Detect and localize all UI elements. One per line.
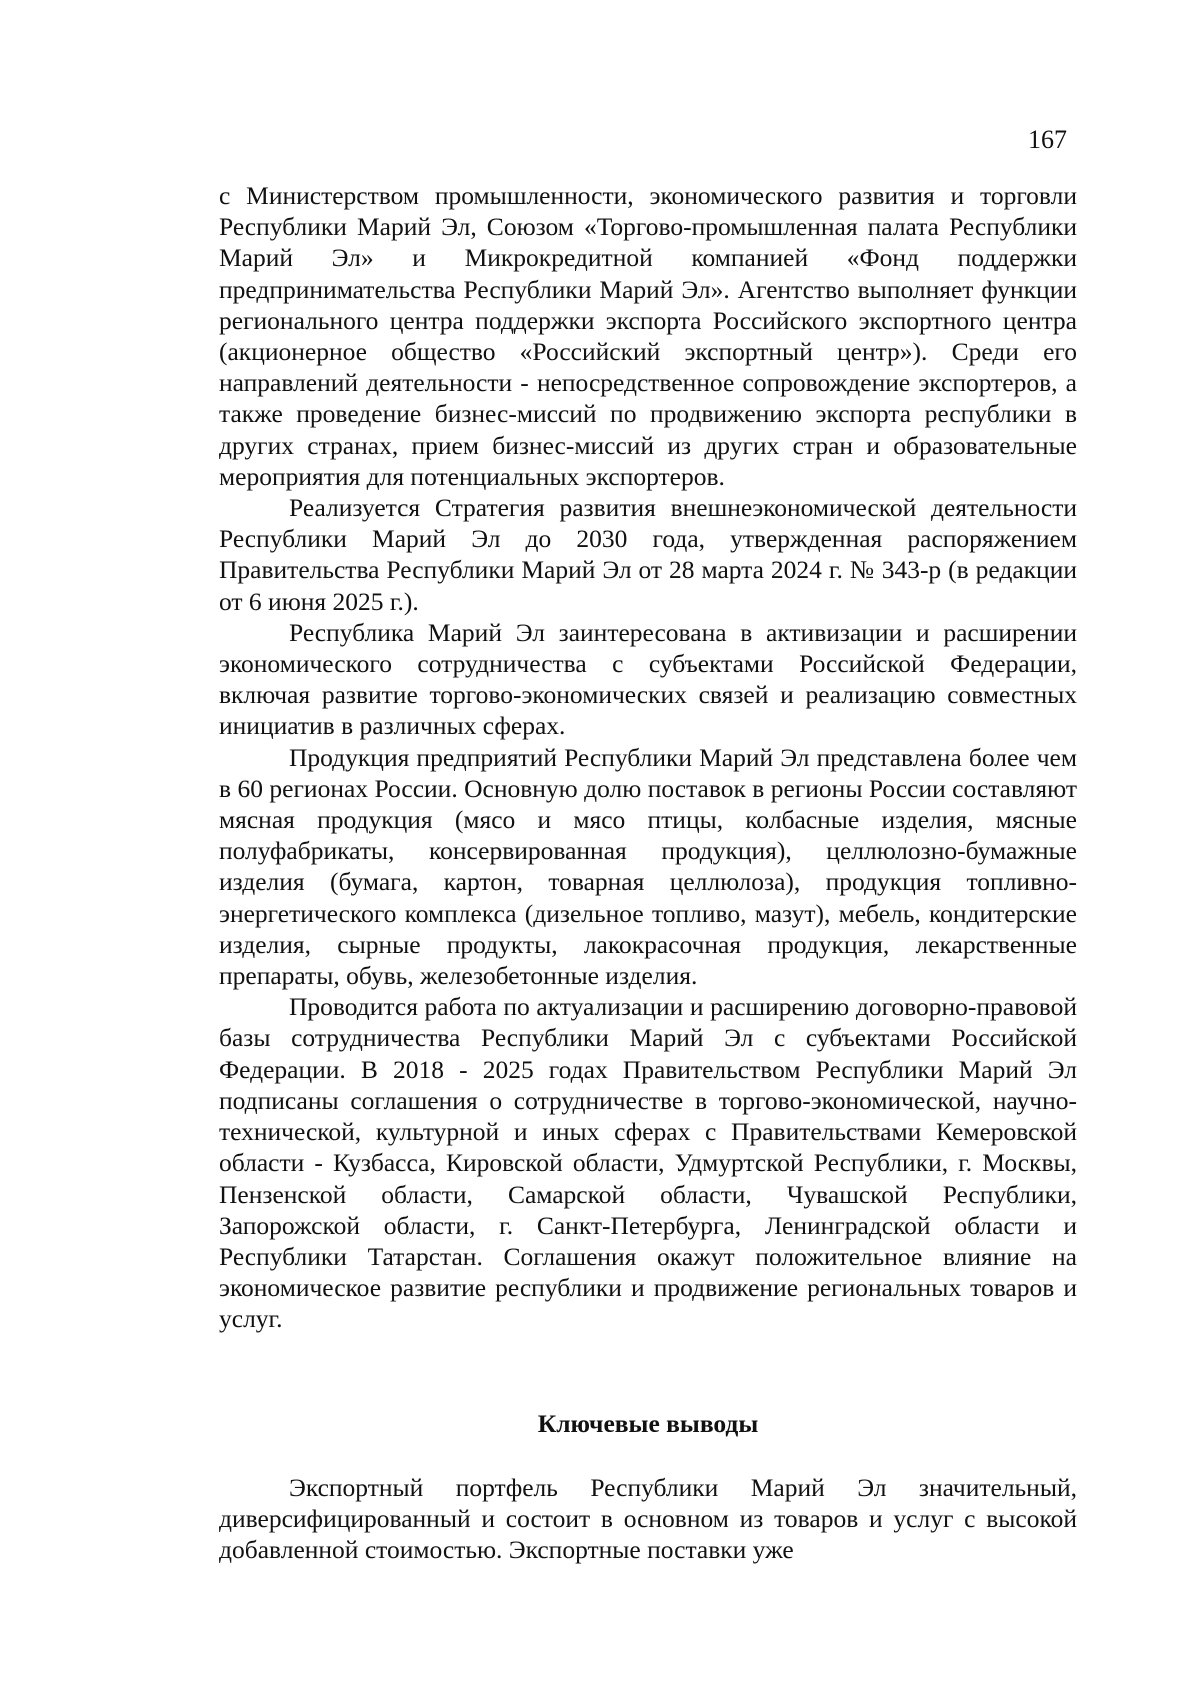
paragraph-4: Продукция предприятий Республики Марий Эл представлена более чем в 60 регионах России. Основную долю поставок в регионы России составляют мясная продукция (мясо и мясо птицы, колбасные изделия, мясные полуфабрикаты, консервированная продукция), целлюлозно-бумажные изделия (бумага, картон, товарная целлюлоза), продукция топливно-энергетического комплекса (дизельное топливо, мазут), мебель, кондитерские изделия, сырные продукты, лакокрасочная продукция, лекарственные препараты, обувь, железобетонные изделия. bbox=[219, 742, 1077, 991]
conclusion-paragraph: Экспортный портфель Республики Марий Эл значительный, диверсифицированный и состоит в основном из товаров и услуг с высокой добавленной стоимостью. Экспортные поставки уже bbox=[219, 1473, 1077, 1565]
section-heading: Ключевые выводы bbox=[537, 1409, 759, 1438]
main-text bbox=[219, 180, 1077, 1335]
paragraph-2: Реализуется Стратегия развития внешнеэкономической деятельности Республики Марий Эл до 2030 года, утвержденная распоряжением Правительства Республики Марий Эл от 28 марта 2024 г. № 343-р (в редакции от 6 июня 2025 г.). bbox=[219, 493, 1077, 616]
conclusion-text bbox=[219, 1472, 1077, 1566]
page-number: 167 bbox=[1028, 125, 1067, 154]
paragraph-3: Республика Марий Эл заинтересована в активизации и расширении экономического сотрудничества с субъектами Российской Федерации, включая развитие торгово-экономических связей и реализацию совместных инициатив в различных сферах. bbox=[219, 617, 1077, 741]
paragraph-5: Проводится работа по актуализации и расширению договорно-правовой базы сотрудничества Республики Марий Эл с субъектами Российской Федерации. В 2018 - 2025 годах Правительством Республики Марий Эл подписаны соглашения о сотрудничестве в торгово-экономической, научно-технической, культурной и иных сферах с Правительствами Кемеровской области - Кузбасса, Кировской области, Удмуртской Республики, г. Москвы, Пензенской области, Самарской области, Чувашской Республики, Запорожской области, г. Санкт-Петербурга, Ленинградской области и Республики Татарстан. Соглашения окажут положительное влияние на экономическое развитие республики и продвижение региональных товаров и услуг. bbox=[219, 992, 1077, 1334]
paragraph-1: с Министерством промышленности, экономического развития и торговли Республики Марий Эл, Союзом «Торгово-промышленная палата Республики Марий Эл» и Микрокредитной компанией «Фонд поддержки предпринимательства Республики Марий Эл». Агентство выполняет функции регионального центра поддержки экспорта Российского экспортного центра (акционерное общество «Российский экспортный центр»). Среди его направлений деятельности - непосредственное сопровождение экспортеров, а также проведение бизнес-миссий по продвижению экспорта республики в других странах, прием бизнес-миссий из других стран и образовательные мероприятия для потенциальных экспортеров. bbox=[219, 181, 1077, 491]
